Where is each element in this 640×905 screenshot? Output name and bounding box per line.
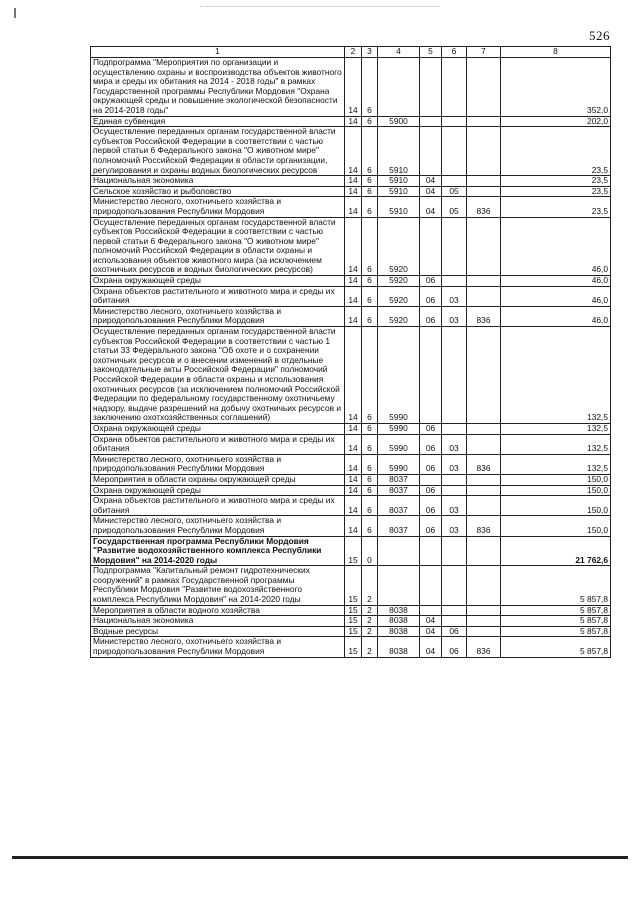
row-amount: 5 857,8 bbox=[501, 616, 611, 627]
row-col-2: 14 bbox=[345, 276, 362, 287]
row-name: Национальная экономика bbox=[91, 176, 345, 187]
row-col-2: 14 bbox=[345, 423, 362, 434]
table-row bbox=[91, 217, 611, 276]
table-row bbox=[91, 58, 611, 117]
row-col-2: 14 bbox=[345, 286, 362, 306]
row-col-5: 06 bbox=[420, 496, 442, 516]
row-amount: 132,5 bbox=[501, 434, 611, 454]
row-col-2: 14 bbox=[345, 485, 362, 496]
table-row bbox=[91, 186, 611, 197]
row-col-6 bbox=[442, 327, 467, 424]
row-col-4 bbox=[378, 566, 420, 605]
row-amount: 5 857,8 bbox=[501, 626, 611, 637]
row-col-7 bbox=[467, 605, 501, 616]
row-amount: 5 857,8 bbox=[501, 566, 611, 605]
row-amount: 132,5 bbox=[501, 423, 611, 434]
row-col-3: 2 bbox=[362, 616, 378, 627]
header-col-4: 4 bbox=[378, 47, 420, 58]
row-name: Осуществление переданных органам государственной власти субъектов Российской Федерации в соответствии с частью первой статьи 6 Федерального закона "О животном мире" полномочий Российской Федерации в области организации, регулирования и охраны водных биологических ресурсов bbox=[91, 127, 345, 176]
row-col-3: 6 bbox=[362, 276, 378, 287]
table-row bbox=[91, 516, 611, 536]
row-col-3: 6 bbox=[362, 496, 378, 516]
row-amount: 46,0 bbox=[501, 217, 611, 276]
row-col-3: 6 bbox=[362, 306, 378, 326]
row-col-2: 14 bbox=[345, 496, 362, 516]
row-col-3: 6 bbox=[362, 423, 378, 434]
table-row bbox=[91, 423, 611, 434]
row-amount: 150,0 bbox=[501, 474, 611, 485]
row-col-3: 6 bbox=[362, 58, 378, 117]
table-row bbox=[91, 127, 611, 176]
row-name: Охрана объектов растительного и животного мира и среды их обитания bbox=[91, 434, 345, 454]
row-amount: 352,0 bbox=[501, 58, 611, 117]
row-col-7 bbox=[467, 423, 501, 434]
row-amount: 46,0 bbox=[501, 276, 611, 287]
row-col-3: 2 bbox=[362, 626, 378, 637]
row-col-4: 5910 bbox=[378, 127, 420, 176]
page-number: 526 bbox=[589, 28, 610, 43]
row-col-5: 04 bbox=[420, 197, 442, 217]
row-col-2: 14 bbox=[345, 327, 362, 424]
row-name: Водные ресурсы bbox=[91, 626, 345, 637]
row-col-6 bbox=[442, 605, 467, 616]
table-row bbox=[91, 605, 611, 616]
row-col-5: 06 bbox=[420, 434, 442, 454]
row-col-4: 8037 bbox=[378, 474, 420, 485]
row-name: Осуществление переданных органам государственной власти субъектов Российской Федерации в соответствии с частью первой статьи 6 Федерального закона "О животном мире" полномочий Российской Федерации в области охраны и использования объектов животного мира (за исключением охотничьих ресурсов и водных биологических ресурсов) bbox=[91, 217, 345, 276]
row-col-5 bbox=[420, 327, 442, 424]
row-col-7 bbox=[467, 186, 501, 197]
row-name: Государственная программа Республики Мордовия "Развитие водохозяйственного комплекса Республики Мордовия" на 2014-2020 годы bbox=[91, 536, 345, 566]
row-amount: 150,0 bbox=[501, 485, 611, 496]
row-col-6 bbox=[442, 276, 467, 287]
row-col-5 bbox=[420, 217, 442, 276]
table-row bbox=[91, 474, 611, 485]
row-col-6: 03 bbox=[442, 306, 467, 326]
row-col-5: 04 bbox=[420, 616, 442, 627]
row-amount: 150,0 bbox=[501, 516, 611, 536]
row-amount: 21 762,6 bbox=[501, 536, 611, 566]
row-col-2: 14 bbox=[345, 516, 362, 536]
header-col-2: 2 bbox=[345, 47, 362, 58]
row-col-5: 04 bbox=[420, 186, 442, 197]
table-row bbox=[91, 286, 611, 306]
row-col-7 bbox=[467, 127, 501, 176]
row-col-5 bbox=[420, 536, 442, 566]
row-col-2: 15 bbox=[345, 616, 362, 627]
row-amount: 23,5 bbox=[501, 176, 611, 187]
row-col-4: 5910 bbox=[378, 186, 420, 197]
row-col-6: 03 bbox=[442, 434, 467, 454]
header-row bbox=[91, 47, 611, 58]
table-row bbox=[91, 434, 611, 454]
row-col-4: 5920 bbox=[378, 306, 420, 326]
row-col-2: 14 bbox=[345, 434, 362, 454]
row-col-2: 14 bbox=[345, 306, 362, 326]
row-name: Охрана окружающей среды bbox=[91, 423, 345, 434]
row-col-6: 03 bbox=[442, 286, 467, 306]
row-col-3: 2 bbox=[362, 605, 378, 616]
row-col-6 bbox=[442, 536, 467, 566]
row-col-3: 6 bbox=[362, 454, 378, 474]
row-col-7: 836 bbox=[467, 637, 501, 657]
row-col-7 bbox=[467, 58, 501, 117]
row-amount: 46,0 bbox=[501, 306, 611, 326]
scan-mark bbox=[14, 8, 16, 18]
row-col-4: 8038 bbox=[378, 605, 420, 616]
row-col-3: 6 bbox=[362, 116, 378, 127]
row-col-6: 03 bbox=[442, 496, 467, 516]
row-name: Мероприятия в области охраны окружающей среды bbox=[91, 474, 345, 485]
row-col-5: 04 bbox=[420, 626, 442, 637]
row-amount: 132,5 bbox=[501, 454, 611, 474]
row-name: Сельское хозяйство и рыболовство bbox=[91, 186, 345, 197]
row-col-5 bbox=[420, 58, 442, 117]
row-col-7 bbox=[467, 566, 501, 605]
row-col-6 bbox=[442, 566, 467, 605]
row-col-5: 06 bbox=[420, 454, 442, 474]
row-col-7: 836 bbox=[467, 306, 501, 326]
row-col-4: 5910 bbox=[378, 176, 420, 187]
row-col-5: 06 bbox=[420, 516, 442, 536]
row-col-2: 15 bbox=[345, 626, 362, 637]
row-col-4: 8038 bbox=[378, 626, 420, 637]
row-col-3: 0 bbox=[362, 536, 378, 566]
row-col-2: 14 bbox=[345, 58, 362, 117]
row-col-6 bbox=[442, 474, 467, 485]
row-col-4: 8038 bbox=[378, 616, 420, 627]
row-col-7 bbox=[467, 327, 501, 424]
row-col-4: 5920 bbox=[378, 286, 420, 306]
row-name: Министерство лесного, охотничьего хозяйства и природопользования Республики Мордовия bbox=[91, 454, 345, 474]
row-amount: 23,5 bbox=[501, 186, 611, 197]
row-col-6 bbox=[442, 127, 467, 176]
row-amount: 150,0 bbox=[501, 496, 611, 516]
table-row bbox=[91, 306, 611, 326]
row-amount: 23,5 bbox=[501, 197, 611, 217]
table-row bbox=[91, 276, 611, 287]
row-col-2: 15 bbox=[345, 637, 362, 657]
row-col-3: 2 bbox=[362, 637, 378, 657]
row-col-4: 8037 bbox=[378, 485, 420, 496]
row-col-3: 6 bbox=[362, 127, 378, 176]
row-col-3: 6 bbox=[362, 197, 378, 217]
row-amount: 5 857,8 bbox=[501, 637, 611, 657]
row-col-5 bbox=[420, 605, 442, 616]
row-col-2: 15 bbox=[345, 536, 362, 566]
row-col-4 bbox=[378, 58, 420, 117]
row-col-7 bbox=[467, 626, 501, 637]
row-col-4: 5990 bbox=[378, 423, 420, 434]
row-amount: 132,5 bbox=[501, 327, 611, 424]
row-col-5: 06 bbox=[420, 485, 442, 496]
row-amount: 5 857,8 bbox=[501, 605, 611, 616]
row-name: Единая субвенция bbox=[91, 116, 345, 127]
row-col-3: 6 bbox=[362, 217, 378, 276]
row-col-4: 5990 bbox=[378, 454, 420, 474]
row-col-2: 14 bbox=[345, 197, 362, 217]
row-col-4: 5910 bbox=[378, 197, 420, 217]
row-col-7 bbox=[467, 434, 501, 454]
row-name: Охрана окружающей среды bbox=[91, 276, 345, 287]
header-dotted-rule bbox=[200, 6, 440, 7]
row-name: Министерство лесного, охотничьего хозяйства и природопользования Республики Мордовия bbox=[91, 197, 345, 217]
table-row bbox=[91, 485, 611, 496]
table-row bbox=[91, 176, 611, 187]
row-col-6: 03 bbox=[442, 516, 467, 536]
row-name: Охрана окружающей среды bbox=[91, 485, 345, 496]
row-col-6: 03 bbox=[442, 454, 467, 474]
row-col-7 bbox=[467, 276, 501, 287]
row-col-6 bbox=[442, 116, 467, 127]
row-col-4: 8037 bbox=[378, 516, 420, 536]
row-col-5: 04 bbox=[420, 176, 442, 187]
table-row bbox=[91, 496, 611, 516]
row-col-7 bbox=[467, 485, 501, 496]
row-col-2: 15 bbox=[345, 566, 362, 605]
header-col-8: 8 bbox=[501, 47, 611, 58]
table-row bbox=[91, 454, 611, 474]
row-col-2: 14 bbox=[345, 116, 362, 127]
row-name: Мероприятия в области водного хозяйства bbox=[91, 605, 345, 616]
row-col-6 bbox=[442, 217, 467, 276]
row-col-7 bbox=[467, 616, 501, 627]
row-col-5 bbox=[420, 566, 442, 605]
row-name: Министерство лесного, охотничьего хозяйства и природопользования Республики Мордовия bbox=[91, 637, 345, 657]
row-col-5: 06 bbox=[420, 286, 442, 306]
row-col-6 bbox=[442, 485, 467, 496]
table-row bbox=[91, 536, 611, 566]
row-name: Охрана объектов растительного и животного мира и среды их обитания bbox=[91, 286, 345, 306]
row-col-2: 14 bbox=[345, 176, 362, 187]
row-col-7 bbox=[467, 474, 501, 485]
row-col-7: 836 bbox=[467, 454, 501, 474]
row-col-3: 6 bbox=[362, 434, 378, 454]
row-name: Национальная экономика bbox=[91, 616, 345, 627]
row-col-2: 14 bbox=[345, 186, 362, 197]
row-col-5 bbox=[420, 127, 442, 176]
row-col-3: 6 bbox=[362, 485, 378, 496]
header-col-5: 5 bbox=[420, 47, 442, 58]
table-row bbox=[91, 327, 611, 424]
row-col-7 bbox=[467, 217, 501, 276]
row-col-4: 5990 bbox=[378, 434, 420, 454]
row-col-2: 14 bbox=[345, 217, 362, 276]
row-col-5: 04 bbox=[420, 637, 442, 657]
row-col-7 bbox=[467, 496, 501, 516]
header-col-1: 1 bbox=[91, 47, 345, 58]
table-row bbox=[91, 197, 611, 217]
row-col-3: 6 bbox=[362, 516, 378, 536]
row-col-4: 8037 bbox=[378, 496, 420, 516]
row-col-6: 06 bbox=[442, 637, 467, 657]
row-col-3: 6 bbox=[362, 286, 378, 306]
bottom-rule bbox=[12, 856, 628, 859]
row-col-6: 06 bbox=[442, 626, 467, 637]
table-row bbox=[91, 626, 611, 637]
row-col-3: 6 bbox=[362, 176, 378, 187]
row-col-4: 8038 bbox=[378, 637, 420, 657]
row-name: Министерство лесного, охотничьего хозяйства и природопользования Республики Мордовия bbox=[91, 306, 345, 326]
row-name: Осуществление переданных органам государственной власти субъектов Российской Федерации в соответствии с частью 1 статьи 33 Федерального закона "Об охоте и о сохранении охотничьих ресурсов и о внесении изменений в отдельные законодательные акты Российской Федерации" полномочий Российской Федерации в области охраны и использования охотничьих ресурсов (за исключением полномочий Российской Федерации по федеральному государственному охотничьему надзору, выдаче разрешений на добычу охотничьих ресурсов и заключению охотхозяйственных соглашений) bbox=[91, 327, 345, 424]
row-col-7 bbox=[467, 116, 501, 127]
row-col-3: 6 bbox=[362, 474, 378, 485]
row-amount: 23,5 bbox=[501, 127, 611, 176]
row-col-7 bbox=[467, 286, 501, 306]
row-col-5: 06 bbox=[420, 276, 442, 287]
row-col-7: 836 bbox=[467, 197, 501, 217]
row-col-6: 05 bbox=[442, 186, 467, 197]
row-col-7 bbox=[467, 536, 501, 566]
row-col-5: 06 bbox=[420, 423, 442, 434]
row-col-3: 6 bbox=[362, 186, 378, 197]
row-col-7 bbox=[467, 176, 501, 187]
table-row bbox=[91, 116, 611, 127]
row-col-5 bbox=[420, 116, 442, 127]
table-row bbox=[91, 566, 611, 605]
row-col-2: 14 bbox=[345, 127, 362, 176]
budget-table bbox=[90, 46, 611, 658]
row-col-2: 14 bbox=[345, 474, 362, 485]
row-col-4: 5920 bbox=[378, 276, 420, 287]
row-name: Подпрограмма "Мероприятия по организации и осуществлению охраны и воспроизводства объектов животного мира и среды их обитания на 2014 - 2018 годы" в рамках Государственной программы Республики Мордовия "Охрана окружающей среды и повышение экологической безопасности на 2014-2018 годы" bbox=[91, 58, 345, 117]
row-col-3: 6 bbox=[362, 327, 378, 424]
row-col-5: 06 bbox=[420, 306, 442, 326]
row-col-6 bbox=[442, 616, 467, 627]
row-col-5 bbox=[420, 474, 442, 485]
row-col-6: 05 bbox=[442, 197, 467, 217]
row-col-7: 836 bbox=[467, 516, 501, 536]
header-col-7: 7 bbox=[467, 47, 501, 58]
row-col-6 bbox=[442, 423, 467, 434]
row-col-3: 2 bbox=[362, 566, 378, 605]
row-amount: 202,0 bbox=[501, 116, 611, 127]
row-name: Подпрограмма "Капитальный ремонт гидротехнических сооружений" в рамках Государственной программы Республики Мордовия "Развитие водохозяйственного комплекса Республики Мордовия" на 2014-2020 годы bbox=[91, 566, 345, 605]
row-amount: 46,0 bbox=[501, 286, 611, 306]
table-row bbox=[91, 637, 611, 657]
row-name: Охрана объектов растительного и животного мира и среды их обитания bbox=[91, 496, 345, 516]
row-col-2: 15 bbox=[345, 605, 362, 616]
row-col-6 bbox=[442, 58, 467, 117]
row-col-4 bbox=[378, 536, 420, 566]
row-col-4: 5990 bbox=[378, 327, 420, 424]
table-row bbox=[91, 616, 611, 627]
row-col-4: 5900 bbox=[378, 116, 420, 127]
row-name: Министерство лесного, охотничьего хозяйства и природопользования Республики Мордовия bbox=[91, 516, 345, 536]
row-col-2: 14 bbox=[345, 454, 362, 474]
header-col-3: 3 bbox=[362, 47, 378, 58]
row-col-4: 5920 bbox=[378, 217, 420, 276]
header-col-6: 6 bbox=[442, 47, 467, 58]
row-col-6 bbox=[442, 176, 467, 187]
